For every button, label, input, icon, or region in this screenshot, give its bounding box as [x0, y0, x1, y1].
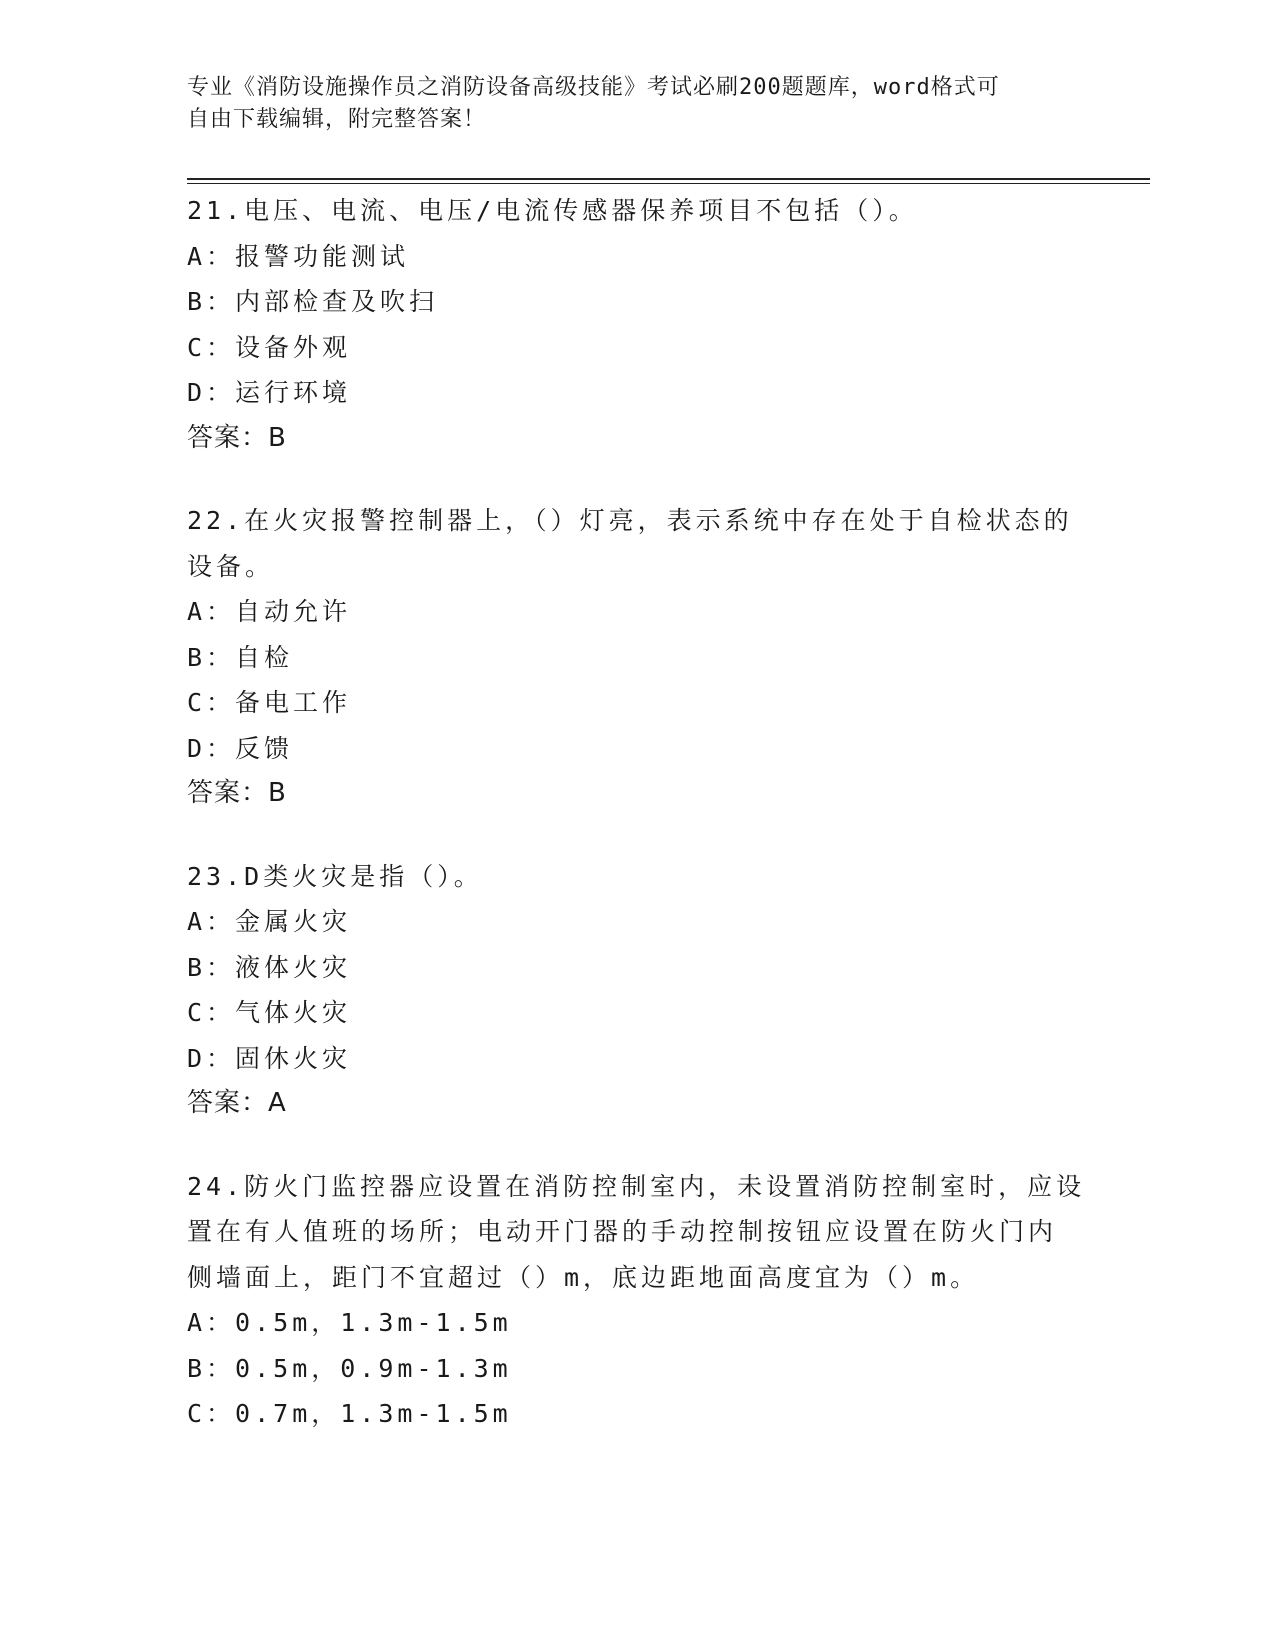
- option-a: A：金属火灾: [187, 907, 352, 936]
- question-stem: 21.电压、电流、电压/电流传感器保养项目不包括（）。: [187, 196, 918, 225]
- option-d: D：运行环境: [187, 378, 352, 407]
- question-stem-cont: 置在有人值班的场所；电动开门器的手动控制按钮应设置在防火门内: [187, 1217, 1058, 1246]
- option-a: A：0.5m，1.3m-1.5m: [187, 1308, 512, 1337]
- option-b: B：0.5m，0.9m-1.3m: [187, 1353, 512, 1383]
- question-24: [187, 1164, 1087, 1437]
- header-line-1: 专业《消防设施操作员之消防设备高级技能》考试必刷200题题库，word格式可: [187, 75, 1000, 100]
- question-stem-cont: 侧墙面上，距门不宜超过（）m，底边距地面高度宜为（）m。: [187, 1262, 980, 1292]
- option-b: B：内部检查及吹扫: [187, 287, 439, 316]
- answer: 答案：B: [187, 778, 287, 808]
- option-d: D：固休火灾: [187, 1043, 352, 1073]
- answer: 答案：B: [187, 422, 287, 453]
- option-a: A：自动允许: [187, 597, 352, 626]
- document-header: [187, 72, 1067, 136]
- option-b: B：液体火灾: [187, 952, 352, 982]
- option-c: C：0.7m，1.3m-1.5m: [187, 1399, 512, 1428]
- question-21: [187, 188, 1087, 461]
- question-stem: 24.防火门监控器应设置在消防控制室内，未设置消防控制室时，应设: [187, 1171, 1086, 1201]
- question-23: [187, 854, 1087, 1127]
- option-d: D：反馈: [187, 733, 294, 763]
- option-a: A：报警功能测试: [187, 241, 410, 271]
- question-22: [187, 498, 1087, 817]
- question-stem: 23.D类火灾是指（）。: [187, 861, 483, 891]
- option-c: C：备电工作: [187, 688, 352, 717]
- option-c: C：气体火灾: [187, 998, 352, 1027]
- header-divider-thick: [187, 178, 1150, 180]
- answer: 答案：A: [187, 1088, 287, 1118]
- question-stem-cont: 设备。: [187, 551, 275, 581]
- question-list: [187, 188, 1087, 1474]
- option-b: B：自检: [187, 642, 294, 672]
- question-stem: 22.在火灾报警控制器上，（）灯亮，表示系统中存在处于自检状态的: [187, 506, 1073, 535]
- header-line-2: 自由下载编辑，附完整答案！: [187, 107, 487, 132]
- option-c: C：设备外观: [187, 332, 352, 362]
- header-divider-thin: [187, 183, 1150, 184]
